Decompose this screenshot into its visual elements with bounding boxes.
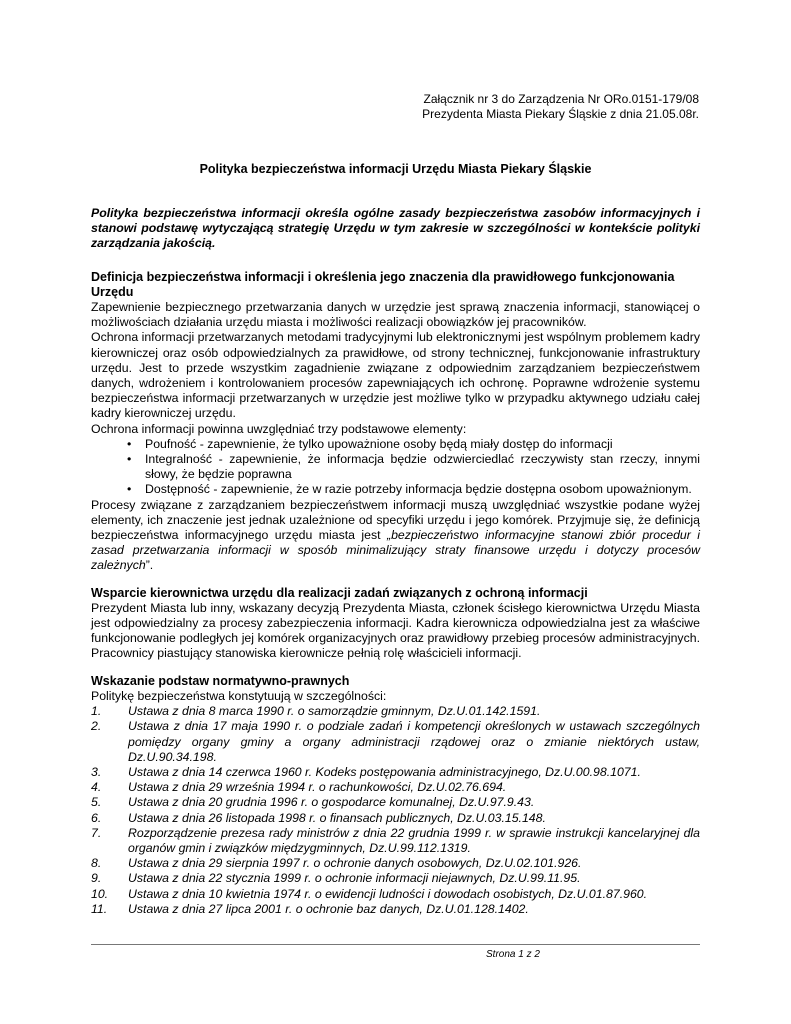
law-text: Ustawa z dnia 26 listopada 1998 r. o finansach publicznych, Dz.U.03.15.148. xyxy=(128,810,546,825)
definition-quote: „bezpieczeństwo informacyjne stanowi zbiór procedur i zasad przetwarzania informacji w sposób minimalizujący straty finansowe urzędu i dotyczy procesów zależnych xyxy=(91,528,701,573)
section-1-para-2: Ochrona informacji przetwarzanych metodami tradycyjnymi lub elektronicznymi jest wspólnym problemem kadry kierowniczej oraz osób odpowiedzialnych za prawidłowe, od strony technicznej, funkcjonowanie infrastruktury urzędu. Jest to przede wszystkim zagadnienie związane z odpowiednim zarządzaniem bezpieczeństwem danych, wdrożeniem i kontrolowaniem procesów zapewniających ich ochronę. Poprawne wdrożenie systemu bezpieczeństwa informacji przetwarzanych w urzędzie jest możliwe tylko w przypadku aktywnego udziału całej kadry kierowniczej urzędu. xyxy=(91,330,700,421)
list-item xyxy=(91,765,700,780)
list-number: 5. xyxy=(91,795,102,810)
section-3 xyxy=(91,674,700,917)
law-text: Ustawa z dnia 22 stycznia 1999 r. o ochronie informacji niejawnych, Dz.U.99.11.95. xyxy=(128,871,581,886)
list-number: 7. xyxy=(91,825,102,840)
list-item xyxy=(91,795,700,810)
annex-line-2: Prezydenta Miasta Piekary Śląskie z dnia 21.05.08r. xyxy=(422,107,699,121)
law-text: Ustawa z dnia 14 czerwca 1960 r. Kodeks postępowania administracyjnego, Dz.U.00.98.1071. xyxy=(128,764,641,779)
list-number: 3. xyxy=(91,764,102,779)
list-item xyxy=(91,811,700,826)
list-item xyxy=(91,856,700,871)
section-2-para: Prezydent Miasta lub inny, wskazany decyzją Prezydenta Miasta, członek ścisłego kierownictwa Urzędu Miasta jest odpowiedzialny za procesy zabezpieczenia informacji. Kadra kierownicza odpowiedzialna jest za właściwe funkcjonowanie podległych jej komórek organizacyjnych oraz prawidłowy przebieg procesów administracyjnych. Pracownicy piastujący stanowiska kierownicze pełnią rolę właścicieli informacji. xyxy=(91,600,700,661)
security-elements-list xyxy=(91,437,700,498)
list-number: 8. xyxy=(91,856,102,871)
document-body xyxy=(91,206,700,917)
list-number: 11. xyxy=(91,901,108,916)
list-number: 6. xyxy=(91,810,102,825)
annex-line-1: Załącznik nr 3 do Zarządzenia Nr ORo.0151-179/08 xyxy=(423,92,699,106)
para-4-end: ”. xyxy=(145,558,154,573)
list-item: • Integralność - zapewnienie, że informacja będzie odzwierciedlać rzeczywisty stan rzeczy, innymi słowy, że będzie poprawna xyxy=(127,452,700,482)
list-item xyxy=(91,902,700,917)
law-text: Ustawa z dnia 17 maja 1990 r. o podziale zadań i kompetencji określonych w ustawach szczególnych pomiędzy organy gminy a organy administracji rządowej oraz o zmianie niektórych ustaw, Dz.U.90.34.198. xyxy=(128,719,700,764)
section-1-para-3: Ochrona informacji powinna uwzględniać trzy podstawowe elementy: xyxy=(91,421,467,436)
list-number: 9. xyxy=(91,871,102,886)
list-item xyxy=(91,871,700,886)
law-text: Ustawa z dnia 29 września 1994 r. o rachunkowości, Dz.U.02.76.694. xyxy=(128,780,507,795)
legal-basis-list xyxy=(91,704,700,917)
section-1-heading: Definicja bezpieczeństwa informacji i określenia jego znaczenia dla prawidłowego funkcjonowania Urzędu xyxy=(91,269,675,299)
list-item xyxy=(91,719,700,765)
list-item xyxy=(91,887,700,902)
list-item xyxy=(91,826,700,856)
law-text: Ustawa z dnia 29 sierpnia 1997 r. o ochronie danych osobowych, Dz.U.02.101.926. xyxy=(128,856,582,871)
law-text: Ustawa z dnia 20 grudnia 1996 r. o gospodarce komunalnej, Dz.U.97.9.43. xyxy=(128,795,535,810)
list-number: 10. xyxy=(91,886,109,901)
law-text: Rozporządzenie prezesa rady ministrów z dnia 22 grudnia 1999 r. w sprawie instrukcji kancelaryjnej dla organów gmin i związków międzygminnych, Dz.U.99.112.1319. xyxy=(128,825,700,855)
list-item xyxy=(91,780,700,795)
section-1-para-4 xyxy=(91,498,700,574)
section-2-heading: Wsparcie kierownictwa urzędu dla realizacji zadań związanych z ochroną informacji xyxy=(91,585,588,600)
list-item xyxy=(91,704,700,719)
list-item: • Dostępność - zapewnienie, że w razie potrzeby informacja będzie dostępna osobom upoważnionym. xyxy=(127,482,700,497)
section-3-lead: Politykę bezpieczeństwa konstytuują w szczególności: xyxy=(91,688,387,703)
document-title: Polityka bezpieczeństwa informacji Urzędu Miasta Piekary Śląskie xyxy=(199,162,592,176)
law-text: Ustawa z dnia 27 lipca 2001 r. o ochronie baz danych, Dz.U.01.128.1402. xyxy=(128,901,529,916)
law-text: Ustawa z dnia 10 kwietnia 1974 r. o ewidencji ludności i dowodach osobistych, Dz.U.01.87.960. xyxy=(128,886,648,901)
list-number: 2. xyxy=(91,719,102,734)
law-text: Ustawa z dnia 8 marca 1990 r. o samorządzie gminnym, Dz.U.01.142.1591. xyxy=(128,704,541,719)
list-number: 1. xyxy=(91,704,102,719)
list-number: 4. xyxy=(91,780,102,795)
section-3-heading: Wskazanie podstaw normatywno-prawnych xyxy=(91,673,350,688)
list-item: • Poufność - zapewnienie, że tylko upoważnione osoby będą miały dostęp do informacji xyxy=(127,437,700,452)
intro-paragraph: Polityka bezpieczeństwa informacji określa ogólne zasady bezpieczeństwa zasobów informacyjnych i stanowi podstawę wytyczającą strategię Urzędu w tym zakresie w szczególności w kontekście polityki zarządzania jakością. xyxy=(91,206,700,251)
annex-note xyxy=(422,92,699,122)
section-2 xyxy=(91,586,700,662)
page-number: Strona 1 z 2 xyxy=(486,949,540,960)
para-4-text: Procesy związane z zarządzaniem bezpieczeństwem informacji muszą uwzględniać wszystkie podane wyżej elementy, ich znaczenie jest jednak uzależnione od specyfiki urzędu i jego komórek. Przyjmuje się, że definicją bezpieczeństwa informacyjnego urzędu miasta jest xyxy=(91,497,700,543)
footer-divider xyxy=(91,944,700,945)
section-1-para-1: Zapewnienie bezpiecznego przetwarzania danych w urzędzie jest sprawą znaczenia informacji, stanowiącej o możliwościach działania urzędu miasta i możliwości realizacji obowiązków jej pracowników. xyxy=(91,300,700,330)
